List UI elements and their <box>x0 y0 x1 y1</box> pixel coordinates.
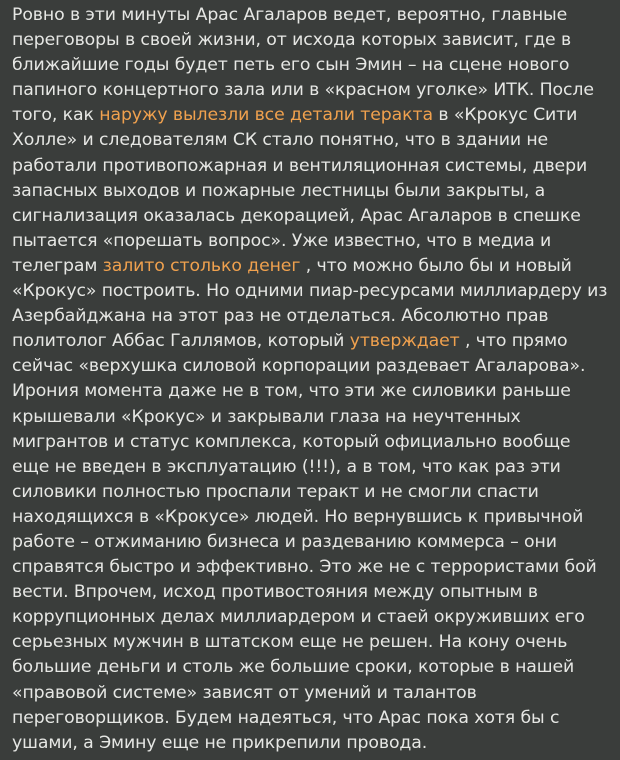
post-link-money-spent[interactable]: залито столько денег <box>102 255 301 276</box>
post-link-claims[interactable]: утверждает <box>349 331 460 352</box>
post-text-segment: , что можно было бы и новый «Крокус» построить. Но одними пиар-ресурсами миллиардеру из Азербайджана на этот раз не отделаться. Абсолютно прав политолог Аббас Галлямов, который <box>12 255 608 352</box>
post-text-segment: Ровно в эти минуты Арас Агаларов ведет, вероятно, главные переговоры в своей жизни, от исхода которых зависит, где в ближайшие годы будет петь его сын Эмин – на сцене нового папиного концертного зала или в «красном уголке» ИТК. После того, как <box>12 5 594 126</box>
post-link-attack-details[interactable]: наружу вылезли все детали теракта <box>99 105 433 126</box>
post-text-segment: , что прямо сейчас «верхушка силовой корпорации раздевает Агаларова». Ирония момента даже не в том, что эти же силовики раньше крышевали «Крокус» и закрывали глаза на неучтенных мигрантов и статус комплекса, который официально вообще еще не введен в эксплуатацию (!!!), а в том, что как раз эти силовики полностью проспали теракт и не смогли спасти находящихся в «Крокусе» людей. Но вернувшись к привычной работе – отжиманию бизнеса и раздеванию коммерса – они справятся быстро и эффективно. Это же не с террористами бой вести. Впрочем, исход противостояния между опытным в коррупционных делах миллиардером и стаей окруживших его серьезных мужчин в штатском еще не решен. На кону очень большие деньги и столь же большие сроки, которые в нашей «правовой системе» зависят от умений и талантов переговорщиков. Будем надеяться, что Арас пока хотя бы с ушами, а Эмину еще не прикрепили провода. <box>12 331 597 753</box>
post-text <box>12 3 608 756</box>
post-text-segment: в «Крокус Сити Холле» и следователям СК стало понятно, что в здании не работали противопожарная и вентиляционная системы, двери запасных выходов и пожарные лестницы были закрыты, а сигнализация оказалась декорацией, Арас Агаларов в спешке пытается «порешать вопрос». Уже известно, что в медиа и телеграм <box>12 105 588 276</box>
